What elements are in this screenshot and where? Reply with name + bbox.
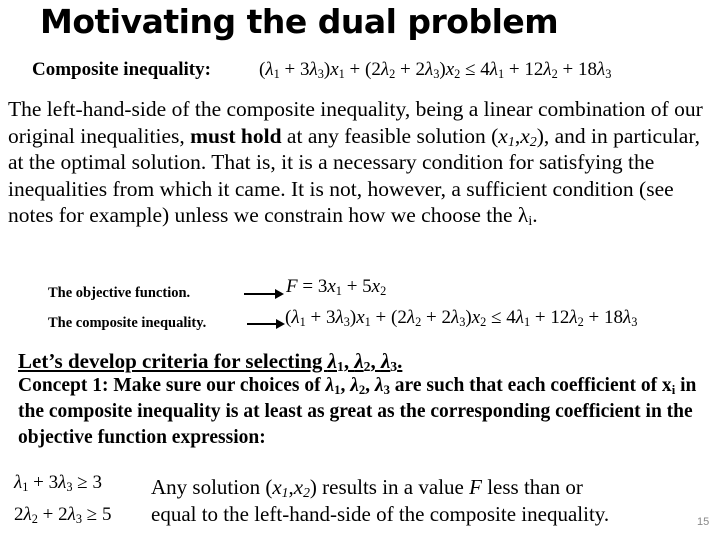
explanation-paragraph: The left-hand-side of the composite inequality, being a linear combination of our original inequalities, must hold at any feasible solution $(x_1,x_2)$, and in particular, at the optimal solution. That is, it is a necessary condition for satisfying the inequalities from which it came. It is not, however, a sufficient condition (see notes for example) unless we constrain how we choose the $\lambda_i$. <box>8 97 703 229</box>
page-number: 15 <box>697 516 710 528</box>
composite-arrow-head <box>276 319 285 329</box>
composite-arrow-line <box>247 323 277 325</box>
slide-title: Motivating the dual problem <box>40 2 559 41</box>
objective-function-equation: $F = 3x_1 + 5x_2$ <box>286 276 387 298</box>
composite-inequality-equation-2: $(\lambda_1 + 3\lambda_3)x_1 + (2\lambda_2 + 2\lambda_3)x_2 \le 4\lambda_1 + 12\lambda_2 + 18\lambda_3$ <box>285 307 638 329</box>
objective-function-label: The objective function. <box>48 285 191 301</box>
constraint-2: $2\lambda_2 + 2\lambda_3 \ge 5$ <box>14 504 112 526</box>
composite-equation-rendered: $(\lambda_1 + 3\lambda_3)x_1 + (2\lambda_2 + 2\lambda_3)x_2 \le 4\lambda_1 + 12\lambda_2 + 18\lambda_3$ <box>259 59 612 81</box>
composite-inequality-equation <box>259 59 611 81</box>
composite-inequality-label-2: The composite inequality. <box>48 315 207 331</box>
conclusion-text: Any solution $(x_1,x_2)$ results in a value F less than or equal to the left-hand-side of the composite inequality. <box>151 475 610 526</box>
criteria-heading: Let’s develop criteria for selecting $\lambda_1$, $\lambda_2$, $\lambda_3$. <box>18 349 403 374</box>
concept-1-text: Concept 1: Make sure our choices of $\lambda_1$, $\lambda_2$, $\lambda_3$ are such that each coefficient of $x_i$ in the composite inequality is at least as great as the corresponding coefficient in the objective function expression: <box>18 375 697 448</box>
objective-arrow-line <box>244 293 276 295</box>
composite-inequality-label: Composite inequality: <box>32 59 211 80</box>
constraint-1: $\lambda_1 + 3\lambda_3 \ge 3$ <box>14 472 102 494</box>
objective-arrow-head <box>275 289 284 299</box>
